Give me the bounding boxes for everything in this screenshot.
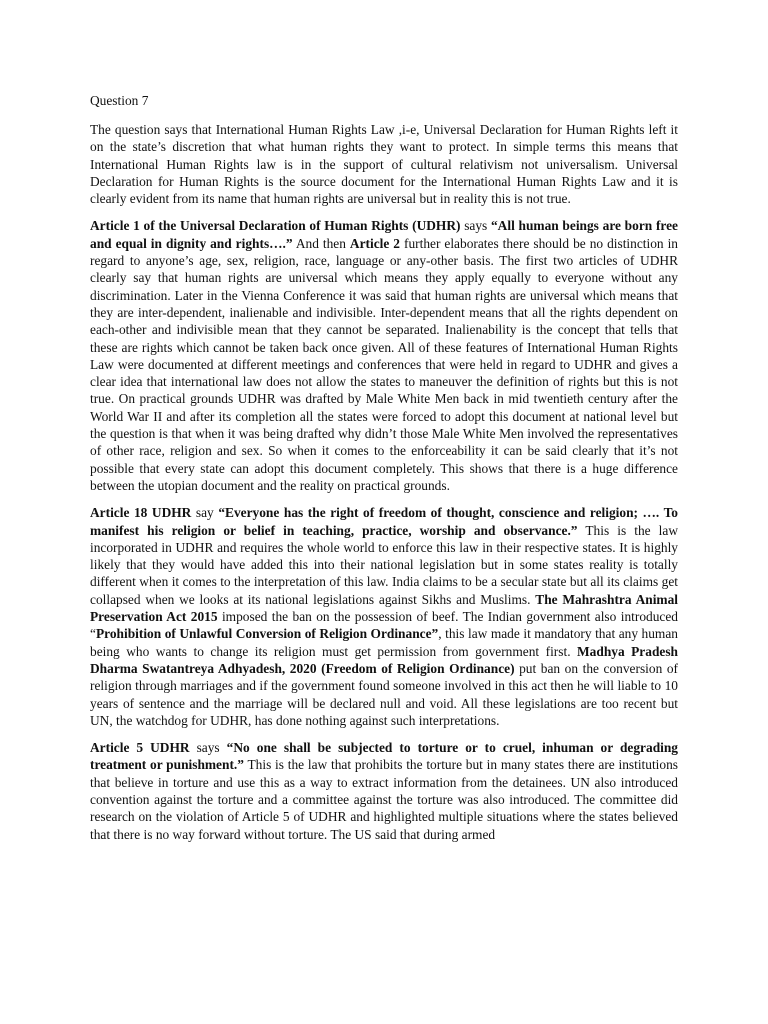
text-segment: This is the law that prohibits the torture but in many states there are institutions that believe in torture and use this as a way to extract information from the detainees. UN also introduced convention against the torture and a committee against the torture was also introduced. The committee did research on the violation of Article 5 of UDHR and highlighted multiple situations where the states believed that there is no way forward without torture. The US said that during armed xyxy=(90,757,679,842)
bold-segment: Prohibition of Unlawful Conversion of Religion Ordinance” xyxy=(95,626,439,642)
bold-segment: The Mahrashtra Animal Preservation Act 2015 xyxy=(90,591,678,625)
text-segment: says xyxy=(460,218,491,234)
text-segment: further elaborates there should be no distinction in regard to anyone’s age, sex, religion, race, language or any-other basis. The first two articles of UDHR clearly say that human rights are universal which means they apply equally to everyone without any discrimination. Later in the Vienna Conference it was said that human rights are universal which means that they are inter-dependent, inalienable and indivisible. Inter-dependent means that all the rights dependent on each-other and indivisible mean that they cannot be separated. Inalienability is the concept that tells that these are rights which cannot be taken back once given. All of these features of International Human Rights Law were documented at different meetings and conferences that were held in regard to UDHR and gives a clear idea that international law does not allow the states to maneuver the definition of rights but this is not true. On practical grounds UDHR was drafted by Male White Men back in mid twentieth century after the World War II and after its completion all the states were forced to adopt this document at national level but the question is that when it was being drafted why didn’t those Male White Men involved the representatives of other race, religion and sex. So when it comes to the enforceability it can be said clearly that it’s not possible that every state can adopt this document completely. This shows that there is a huge difference between the utopian document and the reality on practical grounds. xyxy=(90,235,678,493)
bold-segment: “Everyone has the right of freedom of thought, conscience and religion; …. To manifest his religion or belief in teaching, practice, worship and observance.” xyxy=(90,505,679,538)
paragraph-intro xyxy=(90,121,678,207)
text-segment: imposed the ban on the possession of beef. The Indian government also introduced “ xyxy=(90,609,679,642)
bold-segment: “No one shall be subjected to torture or to cruel, inhuman or degrading treatment or punishment.” xyxy=(90,740,679,773)
bold-segment: Article 1 of the Universal Declaration of Human Rights (UDHR) xyxy=(90,218,461,234)
document-page xyxy=(90,92,678,853)
text-segment: , this law made it mandatory that any human being who wants to change its religion must get permission from government first. xyxy=(90,626,678,659)
bold-segment: Article 18 UDHR xyxy=(90,505,192,521)
text-segment: The question says that International Human Rights Law ,i-e, Universal Declaration for Human Rights left it on the state’s discretion that what human rights they want to protect. In simple terms this means that International Human Rights law is in the support of cultural relativism not universalism. Universal Declaration for Human Rights is the source document for the International Human Rights Law and it is clearly evident from its name that human rights are universal but in reality this is not true. xyxy=(90,122,678,207)
paragraph-article-18 xyxy=(90,504,678,729)
text-segment: And then xyxy=(292,235,350,251)
text-segment: says xyxy=(189,740,227,756)
bold-segment: Article 2 xyxy=(349,235,400,251)
bold-segment: Madhya Pradesh Dharma Swatantreya Adhyadesh, 2020 (Freedom of Religion Ordinance) xyxy=(90,643,678,676)
paragraph-article-5 xyxy=(90,739,678,843)
paragraph-article-1 xyxy=(90,217,678,494)
text-segment: put ban on the conversion of religion through marriages and if the government found someone involved in this act then he will liable to 10 years of sentence and the marriage will be declared null and void. All these legislations are too recent but UN, the watchdog for UDHR, has done nothing against such interpretations. xyxy=(90,660,678,728)
text-segment: say xyxy=(191,505,219,521)
text-segment: This is the law incorporated in UDHR and requires the whole world to enforce this law in their respective states. It is highly likely that they would have added this into their national legislation but in some states reality is totally different when it comes to the interpretation of this law. India claims to be a secular state but all its claims get collapsed when we looks at its national legislations against Sikhs and Muslims. xyxy=(90,522,678,607)
question-heading: Question 7 xyxy=(90,93,149,108)
bold-segment: “All human beings are born free and equal in dignity and rights….” xyxy=(90,218,678,251)
bold-segment: Article 5 UDHR xyxy=(90,740,190,756)
